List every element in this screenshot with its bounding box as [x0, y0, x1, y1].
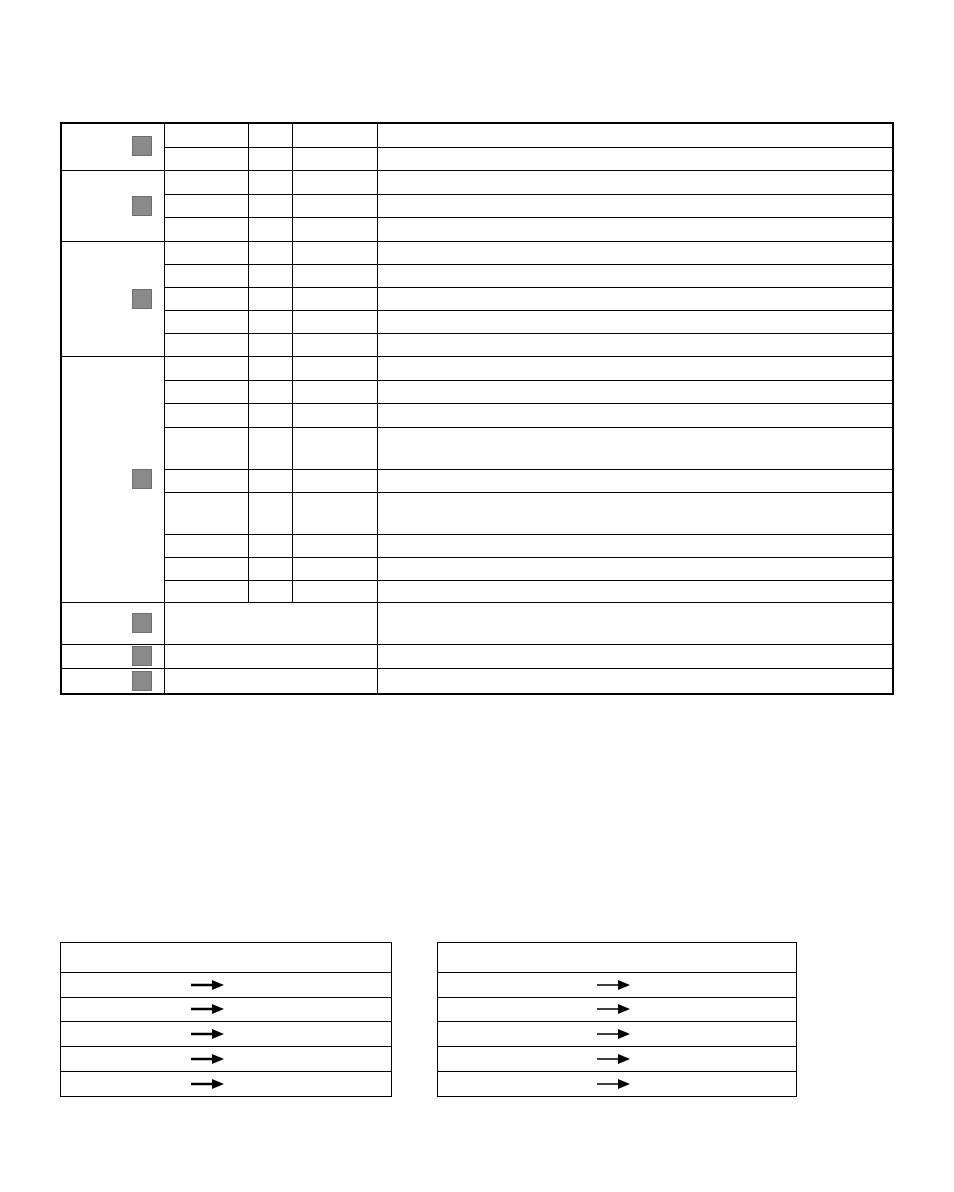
column-divider-3 — [377, 170, 378, 241]
column-divider-3 — [377, 644, 378, 668]
right-arrow-icon — [191, 979, 225, 991]
row-separator — [61, 1071, 391, 1072]
gray-marker — [132, 136, 152, 156]
row-separator — [61, 997, 391, 998]
right-arrow-icon — [597, 1053, 631, 1065]
column-divider-3 — [377, 241, 378, 356]
row-separator — [164, 264, 893, 265]
group-separator — [60, 241, 892, 242]
column-divider-2 — [292, 170, 293, 241]
row-separator — [61, 972, 391, 973]
right-arrow-table — [437, 942, 797, 1097]
row-separator — [164, 403, 893, 404]
column-divider-2 — [292, 241, 293, 356]
column-divider-1 — [248, 122, 249, 170]
group-separator — [60, 356, 892, 357]
right-arrow-icon — [191, 1028, 225, 1040]
row-separator — [164, 492, 893, 493]
gray-marker — [132, 289, 152, 309]
group-separator — [60, 602, 892, 603]
group-separator — [60, 170, 892, 171]
right-arrow-icon — [191, 1053, 225, 1065]
right-arrow-icon — [597, 1028, 631, 1040]
row-separator — [164, 217, 893, 218]
row-separator — [164, 333, 893, 334]
group-separator — [60, 668, 892, 669]
right-arrow-icon — [597, 1078, 631, 1090]
column-divider-1 — [248, 356, 249, 602]
row-separator — [164, 380, 893, 381]
right-arrow-icon — [191, 1003, 225, 1015]
row-separator — [164, 427, 893, 428]
row-separator — [164, 557, 893, 558]
row-separator — [438, 997, 796, 998]
row-separator — [164, 287, 893, 288]
row-separator — [438, 1046, 796, 1047]
row-separator — [61, 1021, 391, 1022]
gray-marker — [132, 646, 152, 666]
row-separator — [438, 1021, 796, 1022]
row-separator — [164, 534, 893, 535]
group-separator — [60, 644, 892, 645]
row-separator — [164, 580, 893, 581]
gray-marker — [132, 613, 152, 633]
column-divider-3 — [377, 356, 378, 602]
gray-marker — [132, 469, 152, 489]
right-arrow-icon — [191, 1078, 225, 1090]
column-divider-1 — [248, 170, 249, 241]
row-separator — [164, 469, 893, 470]
gray-marker — [132, 671, 152, 691]
gray-marker — [132, 196, 152, 216]
column-divider-3 — [377, 668, 378, 694]
left-arrow-table — [60, 942, 392, 1097]
column-divider-1 — [248, 241, 249, 356]
row-separator — [61, 1046, 391, 1047]
column-divider-2 — [292, 122, 293, 170]
row-separator — [164, 194, 893, 195]
column-divider-main — [164, 122, 165, 694]
row-separator — [438, 1071, 796, 1072]
right-arrow-icon — [597, 1003, 631, 1015]
row-separator — [164, 310, 893, 311]
row-separator — [164, 147, 893, 148]
column-divider-3 — [377, 122, 378, 170]
right-arrow-icon — [597, 979, 631, 991]
row-separator — [438, 972, 796, 973]
column-divider-2 — [292, 356, 293, 602]
column-divider-3 — [377, 602, 378, 644]
main-table — [60, 122, 894, 695]
